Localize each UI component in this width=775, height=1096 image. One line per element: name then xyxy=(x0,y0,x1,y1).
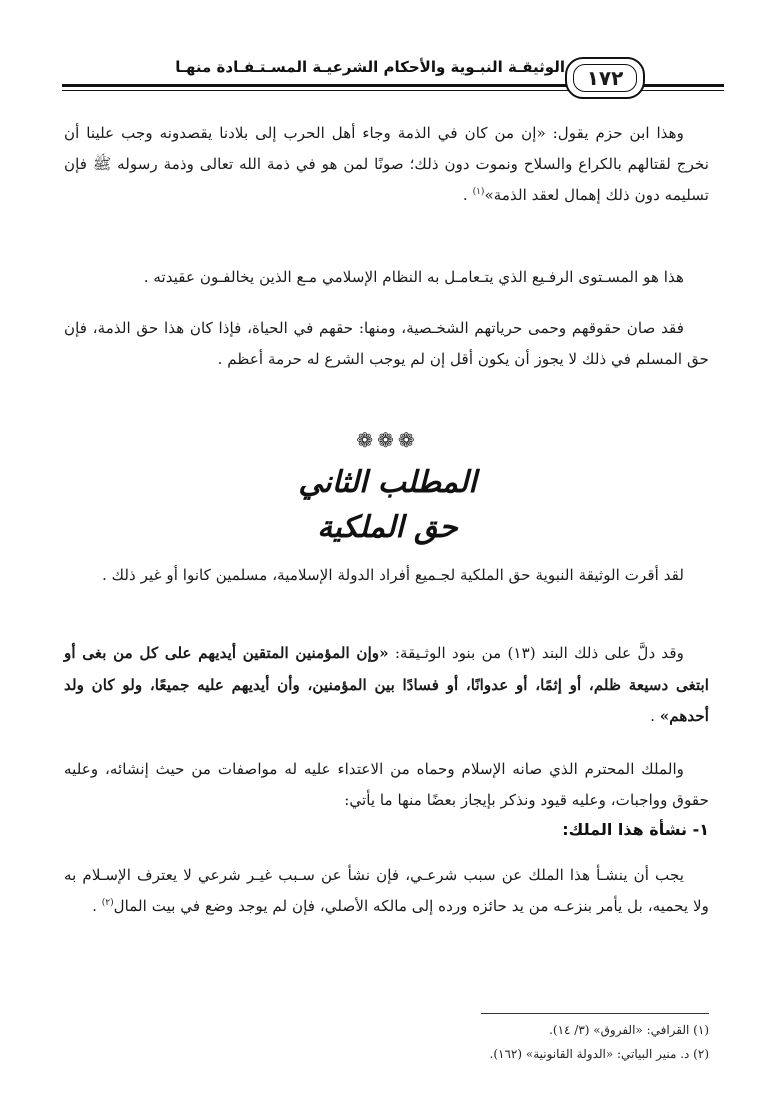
paragraph-clause-13 xyxy=(64,638,709,733)
footnote-1: (١) القرافي: «الفروق» (٣/ ١٤). xyxy=(549,1023,709,1037)
clause-quote: «وإن المؤمنين المتقين أيديهم على كل من بغى أو ابتغى دسيعة ظلم، أو إثمًا، أو عدوانًا، أو فسادًا بين المؤمنين، وأن أيديهم عليه جميعًا، ولو كان ولد أحدهم» xyxy=(64,644,709,725)
paragraph-text: يجب أن ينشـأ هذا الملك عن سبب شرعـي، فإن نشأ عن سـبب غيـر شرعي لا يعترف الإسـلام به ولا يحميه، بل يأمر بنزعـه من يد حائزه ورده إلى مالكه الأصلي، فإن لم يوجد وضع في بيت المال xyxy=(64,866,709,915)
clause-lead: وقد دلَّ على ذلك البند (١٣) من بنود الوثـيقة: xyxy=(388,644,684,662)
section-heading: المطلب الثاني xyxy=(298,465,477,500)
paragraph-respected-property: والملك المحترم الذي صانه الإسلام وحماه من الاعتداء عليه له مواصفات من حيث إنشائه، وعليه حقوق وواجبات، وعليه قيود ونذكر بإيجاز بعضًا منها ما يأتي: xyxy=(64,760,709,809)
footnote-ref-2[interactable]: (٢) xyxy=(101,897,114,908)
footnote-2: (٢) د. منير البياتي: «الدولة القانونية» (١٦٢). xyxy=(489,1047,709,1061)
section-ornament: ❁❁❁ xyxy=(356,428,419,452)
paragraph-ownership: لقد أقرت الوثيقة النبوية حق الملكية لجـميع أفراد الدولة الإسلامية، مسلمين كانوا أو غير ذلك . xyxy=(101,566,684,584)
page-number: ١٧٢ xyxy=(573,64,637,92)
running-title: الوثيقـة النبـوية والأحكام الشرعيـة المسـتـفـادة منهـا xyxy=(175,58,565,76)
numbered-subheading: ١- نشأة هذا الملك: xyxy=(562,820,709,839)
paragraph-end: . xyxy=(650,707,660,725)
paragraph-text: وهذا ابن حزم يقول: «إن من كان في الذمة وجاء أهل الحرب إلى بلادنا يقصدونه وجب علينا أن نخرج لقتالهم بالكراع والسلاح ونموت دون ذلك؛ صونًا لمن هو في ذمة الله تعالى وذمة رسوله ﷺ فإن تسليمه دون ذلك إهمال لعقد الذمة» xyxy=(64,124,709,204)
section-subtitle: حق الملكية xyxy=(317,510,458,545)
paragraph-rights: فقد صان حقوقهم وحمى حرياتهم الشخـصية، ومنها: حقهم في الحياة، فإذا كان هذا حق الذمة، فإن حق المسلم في ذلك لا يجوز أن يكون أقل إن لم يوجب الشرع له حرمة أعظم . xyxy=(64,319,709,368)
paragraph-end: . xyxy=(462,186,473,204)
paragraph-legitimate-origin xyxy=(64,860,709,922)
paragraph-end: . xyxy=(92,897,102,915)
page-number-badge xyxy=(565,57,645,99)
paragraph-ibn-hazm xyxy=(64,118,709,211)
footnote-ref-1[interactable]: (١) xyxy=(472,186,485,197)
paragraph-level: هذا هو المسـتوى الرفـيع الذي يتـعامـل به النظام الإسلامي مـع الذين يخالفـون عقيدته . xyxy=(143,268,684,286)
footnote-separator xyxy=(481,1013,709,1014)
